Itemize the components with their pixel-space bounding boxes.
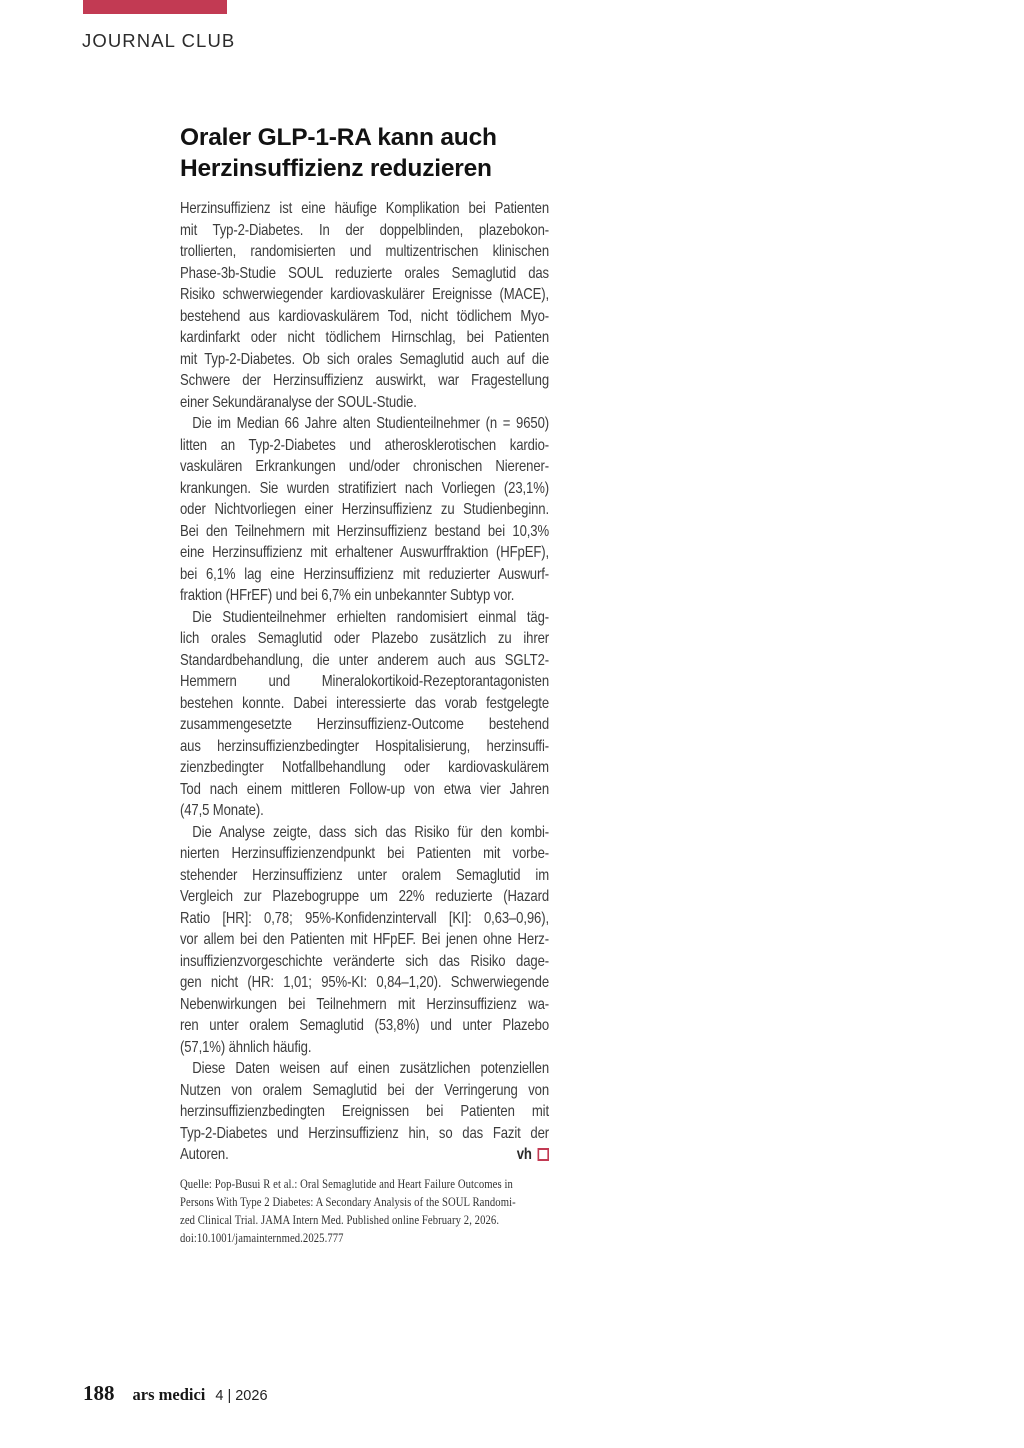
body-text-line: nierten Herzinsuffizienzendpunkt bei Patienten mit vorbe-: [180, 845, 549, 862]
body-text-line: stehender Herzinsuffizienz unter oralem Semaglutid im: [180, 866, 549, 884]
section-accent-bar: [83, 0, 227, 14]
body-text-line: insuffizienzvorgeschichte veränderte sich das Risiko dage-: [180, 952, 549, 970]
body-text-line: Hemmern und Mineralokortikoid-Rezeptorantagonisten: [180, 673, 549, 690]
body-text-line: bestehen konnte. Dabei interessierte das vorab festgelegte: [180, 694, 549, 712]
body-text-line: Herzinsuffizienz ist eine häufige Komplikation bei Patienten: [180, 200, 549, 217]
closing-line: [180, 1144, 549, 1166]
body-text-line: Die im Median 66 Jahre alten Studienteilnehmer (n = 9650): [192, 415, 550, 432]
author-signature: [517, 1144, 549, 1166]
article-title-line: Oraler GLP-1-RA kann auch: [180, 124, 497, 151]
body-text-line: fraktion (HFrEF) und bei 6,7% ein unbekannter Subtyp vor.: [180, 587, 515, 604]
body-text-line: Risiko schwerwiegender kardiovaskulärer Ereignisse (MACE),: [180, 286, 549, 303]
body-text-line: vor allem bei den Patienten mit HFpEF. Bei jenen ohne Herz-: [180, 931, 549, 948]
magazine-name: ars medici: [132, 1385, 206, 1404]
body-text-line: gen nicht (HR: 1,01; 95%-KI: 0,84–1,20). Schwerwiegende: [180, 974, 549, 991]
body-text-line: (47,5 Monate).: [180, 802, 264, 819]
body-text-line: aus herzinsuffizienzbedingter Hospitalisierung, herzinsuffi-: [180, 737, 549, 755]
source-line: Quelle: Pop-Busui R et al.: Oral Semaglutide and Heart Failure Outcomes in: [180, 1175, 513, 1191]
body-text-line: vaskulären Erkrankungen und/oder chronischen Nierener-: [180, 458, 549, 475]
author-initials: vh: [516, 1146, 532, 1163]
body-text-line: Typ-2-Diabetes und Herzinsuffizienz hin, so das Fazit der: [180, 1124, 549, 1142]
body-text-line: mit Typ-2-Diabetes. In der doppelblinden, plazebokon-: [180, 221, 549, 239]
article-title-line: Herzinsuffizienz reduzieren: [180, 155, 492, 182]
page-footer: [83, 1381, 268, 1406]
body-text-line: Nutzen von oralem Semaglutid bei der Verringerung von: [180, 1081, 549, 1099]
body-text-line: zienzbedingter Notfallbehandlung oder kardiovaskulärem: [180, 759, 549, 776]
body-text-line: Standardbehandlung, die unter anderem auch aus SGLT2-: [180, 651, 549, 669]
body-text-line: Tod nach einem mittleren Follow-up von etwa vier Jahren: [180, 780, 549, 798]
section-label: JOURNAL CLUB: [82, 30, 236, 51]
body-text-line: Diese Daten weisen auf einen zusätzlichen potenziellen: [192, 1060, 550, 1077]
article-title: [180, 122, 497, 184]
body-text-line: lich orales Semaglutid oder Plazebo zusätzlich zu ihrer: [180, 630, 549, 647]
body-text-line: krankungen. Sie wurden stratifiziert nach Vorliegen (23,1%): [180, 479, 549, 497]
body-text-line: bei 6,1% lag eine Herzinsuffizienz mit reduzierter Auswurf-: [180, 565, 549, 583]
body-text-line: bestehend aus kardiovaskulärem Tod, nicht tödlichem Myo-: [180, 307, 549, 325]
issue-info: 4 | 2026: [215, 1388, 268, 1404]
body-text-line: (57,1%) ähnlich häufig.: [180, 1038, 312, 1056]
body-text-line: oder Nichtvorliegen einer Herzinsuffizienz zu Studienbeginn.: [180, 501, 549, 518]
body-text-line: Die Studienteilnehmer erhielten randomisiert einmal täg-: [192, 608, 550, 626]
body-text-line: mit Typ-2-Diabetes. Ob sich orales Semaglutid auch auf die: [180, 350, 549, 368]
body-text-line: Nebenwirkungen bei Teilnehmern mit Herzinsuffizienz wa-: [180, 995, 549, 1013]
body-text-line: einer Sekundäranalyse der SOUL-Studie.: [180, 393, 417, 411]
body-paragraphs: [180, 198, 549, 1144]
body-text-line: eine Herzinsuffizienz mit erhaltener Auswurffraktion (HFpEF),: [180, 544, 549, 561]
source-line: doi:10.1001/jamainternmed.2025.777: [180, 1229, 344, 1245]
end-of-article-marker-icon: [538, 1148, 549, 1161]
body-text-line: ren unter oralem Semaglutid (53,8%) und unter Plazebo: [180, 1017, 549, 1034]
body-text-line: herzinsuffizienzbedingten Ereignissen bei Patienten mit: [180, 1103, 549, 1120]
body-text-line: Ratio [HR]: 0,78; 95%-Konfidenzintervall [KI]: 0,63–0,96),: [180, 909, 549, 927]
source-citation: [180, 1175, 549, 1247]
body-text-line: litten an Typ-2-Diabetes und atherosklerotischen kardio-: [180, 436, 549, 454]
source-line: Persons With Type 2 Diabetes: A Secondary Analysis of the SOUL Randomi-: [180, 1193, 516, 1209]
body-text-line: Schwere der Herzinsuffizienz auswirkt, war Fragestellung: [180, 372, 549, 389]
body-text-line: Vergleich zur Plazebogruppe um 22% reduzierte (Hazard: [180, 888, 549, 905]
body-text-line: Die Analyse zeigte, dass sich das Risiko für den kombi-: [192, 823, 550, 841]
body-text-line: Bei den Teilnehmern mit Herzinsuffizienz bestand bei 10,3%: [180, 522, 549, 540]
page-number: 188: [83, 1381, 115, 1405]
body-text-line: Phase-3b-Studie SOUL reduzierte orales Semaglutid das: [180, 264, 549, 282]
body-text-line: kardinfarkt oder nicht tödlichem Hirnschlag, bei Patienten: [180, 329, 549, 346]
article-body: [180, 198, 549, 1247]
closing-text: Autoren.: [180, 1146, 229, 1163]
body-text-line: trollierten, randomisierten und multizentrischen klinischen: [180, 243, 549, 260]
source-line: zed Clinical Trial. JAMA Intern Med. Published online February 2, 2026.: [180, 1211, 500, 1227]
body-text-line: zusammengesetzte Herzinsuffizienz-Outcome bestehend: [180, 716, 549, 733]
